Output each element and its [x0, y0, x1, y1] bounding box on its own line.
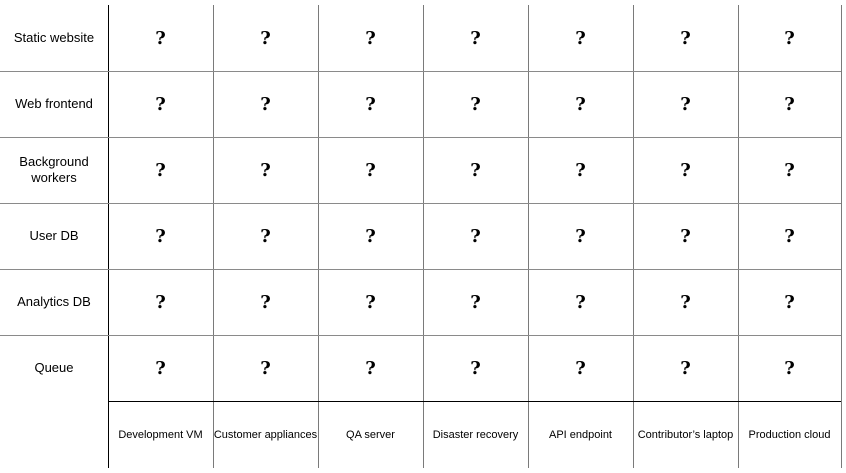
- matrix-cell: ?: [680, 225, 691, 247]
- column-label: API endpoint: [549, 428, 612, 441]
- row-label: Background workers: [19, 154, 89, 185]
- matrix-cell: ?: [365, 225, 376, 247]
- matrix-cell: ?: [680, 27, 691, 49]
- row-label: Analytics DB: [17, 294, 91, 309]
- matrix-cell: ?: [260, 357, 271, 379]
- matrix-cell: ?: [680, 159, 691, 181]
- matrix-cell: ?: [575, 159, 586, 181]
- matrix-cell: ?: [784, 27, 795, 49]
- matrix-cell: ?: [155, 159, 166, 181]
- matrix-cell: ?: [155, 225, 166, 247]
- matrix-cell: ?: [784, 357, 795, 379]
- matrix-cell: ?: [784, 225, 795, 247]
- matrix-cell: ?: [784, 159, 795, 181]
- matrix-cell: ?: [365, 357, 376, 379]
- matrix-cell: ?: [365, 159, 376, 181]
- matrix-cell: ?: [575, 291, 586, 313]
- row-label: User DB: [29, 228, 79, 243]
- matrix-cell: ?: [784, 93, 795, 115]
- matrix-cell: ?: [365, 27, 376, 49]
- matrix-cell: ?: [260, 225, 271, 247]
- row-label: Static website: [13, 30, 95, 45]
- matrix-cell: ?: [575, 27, 586, 49]
- row-label: Web frontend: [15, 96, 93, 111]
- column-label: Development VM: [118, 428, 203, 441]
- matrix-cell: ?: [470, 291, 481, 313]
- matrix-cell: ?: [575, 93, 586, 115]
- matrix-cell: ?: [260, 27, 271, 49]
- matrix-cell: ?: [470, 93, 481, 115]
- matrix-cell: ?: [155, 27, 166, 49]
- matrix-cell: ?: [155, 93, 166, 115]
- matrix-cell: ?: [155, 291, 166, 313]
- matrix-cell: ?: [470, 159, 481, 181]
- column-label: Contributor’s laptop: [637, 428, 734, 441]
- column-label: Customer appliances: [213, 428, 318, 441]
- matrix-cell: ?: [155, 357, 166, 379]
- matrix-cell: ?: [470, 357, 481, 379]
- matrix-cell: ?: [680, 93, 691, 115]
- column-divider: [841, 5, 842, 468]
- matrix-cell: ?: [575, 225, 586, 247]
- matrix-cell: ?: [784, 291, 795, 313]
- row-label: Queue: [34, 360, 74, 375]
- matrix-cell: ?: [260, 159, 271, 181]
- matrix-cell: ?: [680, 291, 691, 313]
- column-label: Production cloud: [748, 428, 831, 441]
- matrix-cell: ?: [260, 93, 271, 115]
- column-label: QA server: [346, 428, 395, 441]
- matrix-cell: ?: [680, 357, 691, 379]
- matrix-cell: ?: [260, 291, 271, 313]
- matrix-cell: ?: [575, 357, 586, 379]
- matrix-cell: ?: [365, 93, 376, 115]
- matrix-cell: ?: [365, 291, 376, 313]
- matrix-cell: ?: [470, 225, 481, 247]
- column-label: Disaster recovery: [432, 428, 519, 441]
- matrix-cell: ?: [470, 27, 481, 49]
